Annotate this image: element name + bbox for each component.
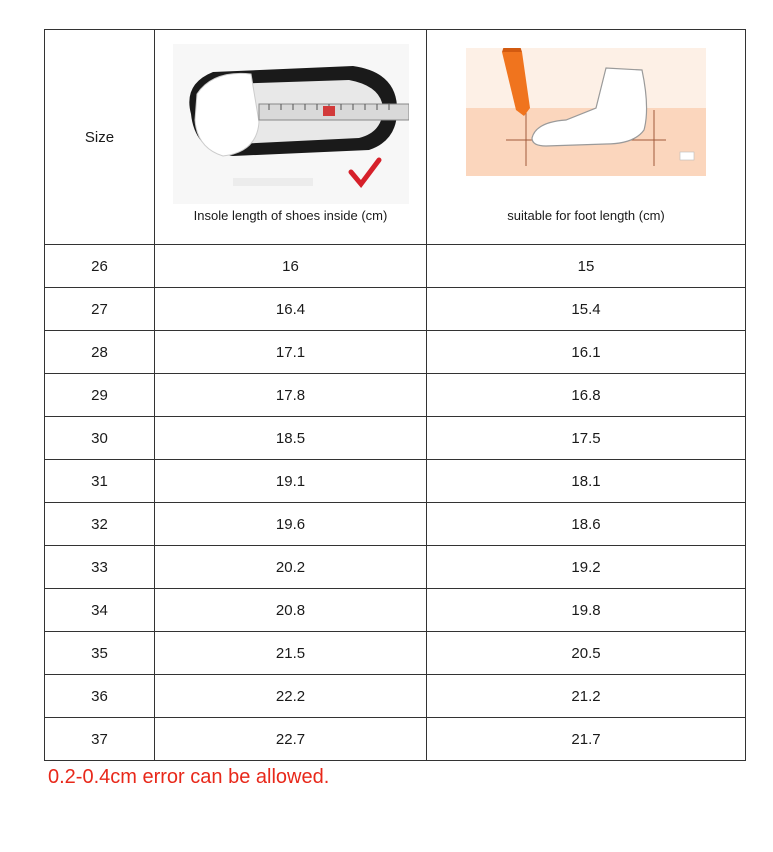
size-cell: 34 bbox=[45, 589, 155, 632]
table-row bbox=[45, 503, 746, 546]
table-row bbox=[45, 245, 746, 288]
size-cell: 31 bbox=[45, 460, 155, 503]
table-row bbox=[45, 288, 746, 331]
table-row bbox=[45, 417, 746, 460]
insole-length-cell: 22.2 bbox=[155, 675, 427, 718]
foot-length-cell: 18.6 bbox=[427, 503, 746, 546]
foot-length-cell: 17.5 bbox=[427, 417, 746, 460]
insole-length-cell: 17.1 bbox=[155, 331, 427, 374]
header-foot: suitable for foot length (cm) bbox=[507, 208, 665, 223]
header-insole: Insole length of shoes inside (cm) bbox=[193, 208, 388, 223]
insole-length-cell: 16.4 bbox=[155, 288, 427, 331]
size-cell: 30 bbox=[45, 417, 155, 460]
table-row bbox=[45, 331, 746, 374]
foot-length-cell: 21.2 bbox=[427, 675, 746, 718]
foot-length-cell: 15.4 bbox=[427, 288, 746, 331]
foot-length-cell: 21.7 bbox=[427, 718, 746, 761]
size-cell: 35 bbox=[45, 632, 155, 675]
table-row bbox=[45, 460, 746, 503]
size-cell: 37 bbox=[45, 718, 155, 761]
size-chart-table bbox=[44, 29, 746, 761]
size-cell: 36 bbox=[45, 675, 155, 718]
foot-length-cell: 18.1 bbox=[427, 460, 746, 503]
header-size: Size bbox=[45, 30, 155, 245]
insole-length-cell: 19.1 bbox=[155, 460, 427, 503]
insole-length-cell: 16 bbox=[155, 245, 427, 288]
foot-length-cell: 19.2 bbox=[427, 546, 746, 589]
size-cell: 29 bbox=[45, 374, 155, 417]
insole-length-cell: 22.7 bbox=[155, 718, 427, 761]
foot-length-cell: 16.1 bbox=[427, 331, 746, 374]
table-row bbox=[45, 718, 746, 761]
size-cell: 33 bbox=[45, 546, 155, 589]
foot-measure-image bbox=[466, 48, 706, 176]
insole-length-cell: 20.8 bbox=[155, 589, 427, 632]
size-cell: 26 bbox=[45, 245, 155, 288]
table-row bbox=[45, 632, 746, 675]
table-header-row bbox=[45, 30, 746, 245]
size-cell: 32 bbox=[45, 503, 155, 546]
header-insole-cell bbox=[155, 30, 427, 245]
table-row bbox=[45, 374, 746, 417]
header-foot-cell bbox=[427, 30, 746, 245]
insole-length-cell: 17.8 bbox=[155, 374, 427, 417]
size-cell: 27 bbox=[45, 288, 155, 331]
size-cell: 28 bbox=[45, 331, 155, 374]
insole-length-cell: 21.5 bbox=[155, 632, 427, 675]
table-row bbox=[45, 546, 746, 589]
foot-length-cell: 20.5 bbox=[427, 632, 746, 675]
foot-length-cell: 15 bbox=[427, 245, 746, 288]
foot-length-cell: 16.8 bbox=[427, 374, 746, 417]
insole-length-cell: 20.2 bbox=[155, 546, 427, 589]
table-row bbox=[45, 675, 746, 718]
shoe-insole-measure-image bbox=[173, 44, 409, 204]
insole-length-cell: 18.5 bbox=[155, 417, 427, 460]
table-row bbox=[45, 589, 746, 632]
error-note: 0.2-0.4cm error can be allowed. bbox=[48, 766, 330, 788]
foot-length-cell: 19.8 bbox=[427, 589, 746, 632]
insole-length-cell: 19.6 bbox=[155, 503, 427, 546]
